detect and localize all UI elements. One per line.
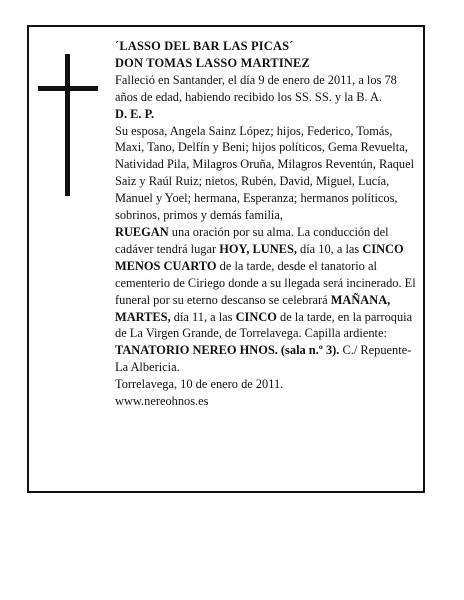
funeral-announcement: [115, 224, 422, 376]
place-date: Torrelavega, 10 de enero de 2011.: [115, 377, 284, 392]
announcement-text-6: C./ Repuente-La Albericia.: [115, 343, 412, 375]
tanatorio-label: TANATORIO NEREO HNOS. (sala n.º 3).: [115, 343, 340, 358]
cross-icon-horizontal-bar: [38, 86, 98, 91]
time-2: CINCO: [235, 309, 277, 324]
hoy-label: HOY, LUNES,: [219, 241, 297, 256]
website-link[interactable]: www.nereohnos.es: [115, 394, 209, 409]
dep-line: D. E. P.: [115, 106, 155, 121]
ruegan-label: RUEGAN: [115, 224, 169, 239]
business-name: ´LASSO DEL BAR LAS PICAS´: [115, 39, 294, 53]
announcement-text-4: día 11, a las: [170, 309, 236, 324]
announcement-text-1: una oración por su alma. La conducción del cadáver tendrá lugar: [115, 224, 389, 256]
obituary-text: [115, 38, 422, 410]
time-1: CINCO MENOS CUARTO: [115, 241, 404, 273]
deceased-name: DON TOMAS LASSO MARTINEZ: [115, 55, 310, 70]
cross-icon-vertical-bar: [65, 54, 70, 196]
death-notice: Falleció en Santander, el día 9 de enero de 2011, a los 78 años de edad, habiendo recibido los SS. SS. y la B. A.: [115, 72, 397, 104]
announcement-text-5: de la tarde, en la parroquia de La Virgen Grande, de Torrelavega. Capilla ardiente:: [115, 309, 413, 341]
manana-label: MAÑANA, MARTES,: [115, 292, 391, 324]
family-list: Su esposa, Angela Sainz López; hijos, Federico, Tomás, Maxi, Tano, Delfín y Beni; hijos políticos, Gema Revuelta, Natividad Pila, Milagros Oruña, Milagros Reventún, Raquel Saiz y Raúl Ruiz; nietos, Rubén, David, Miguel, Lucía, Manuel y Yoel; hermana, Esperanza; hermanos políticos, sobrinos, primos y demás familia,: [115, 123, 415, 223]
announcement-text-2: día 10, a las: [296, 241, 363, 256]
announcement-text-3: de la tarde, desde el tanatorio al cementerio de Ciriego donde a su llegada será incinerado. El funeral por su eterno descanso se celebrará: [115, 258, 416, 307]
